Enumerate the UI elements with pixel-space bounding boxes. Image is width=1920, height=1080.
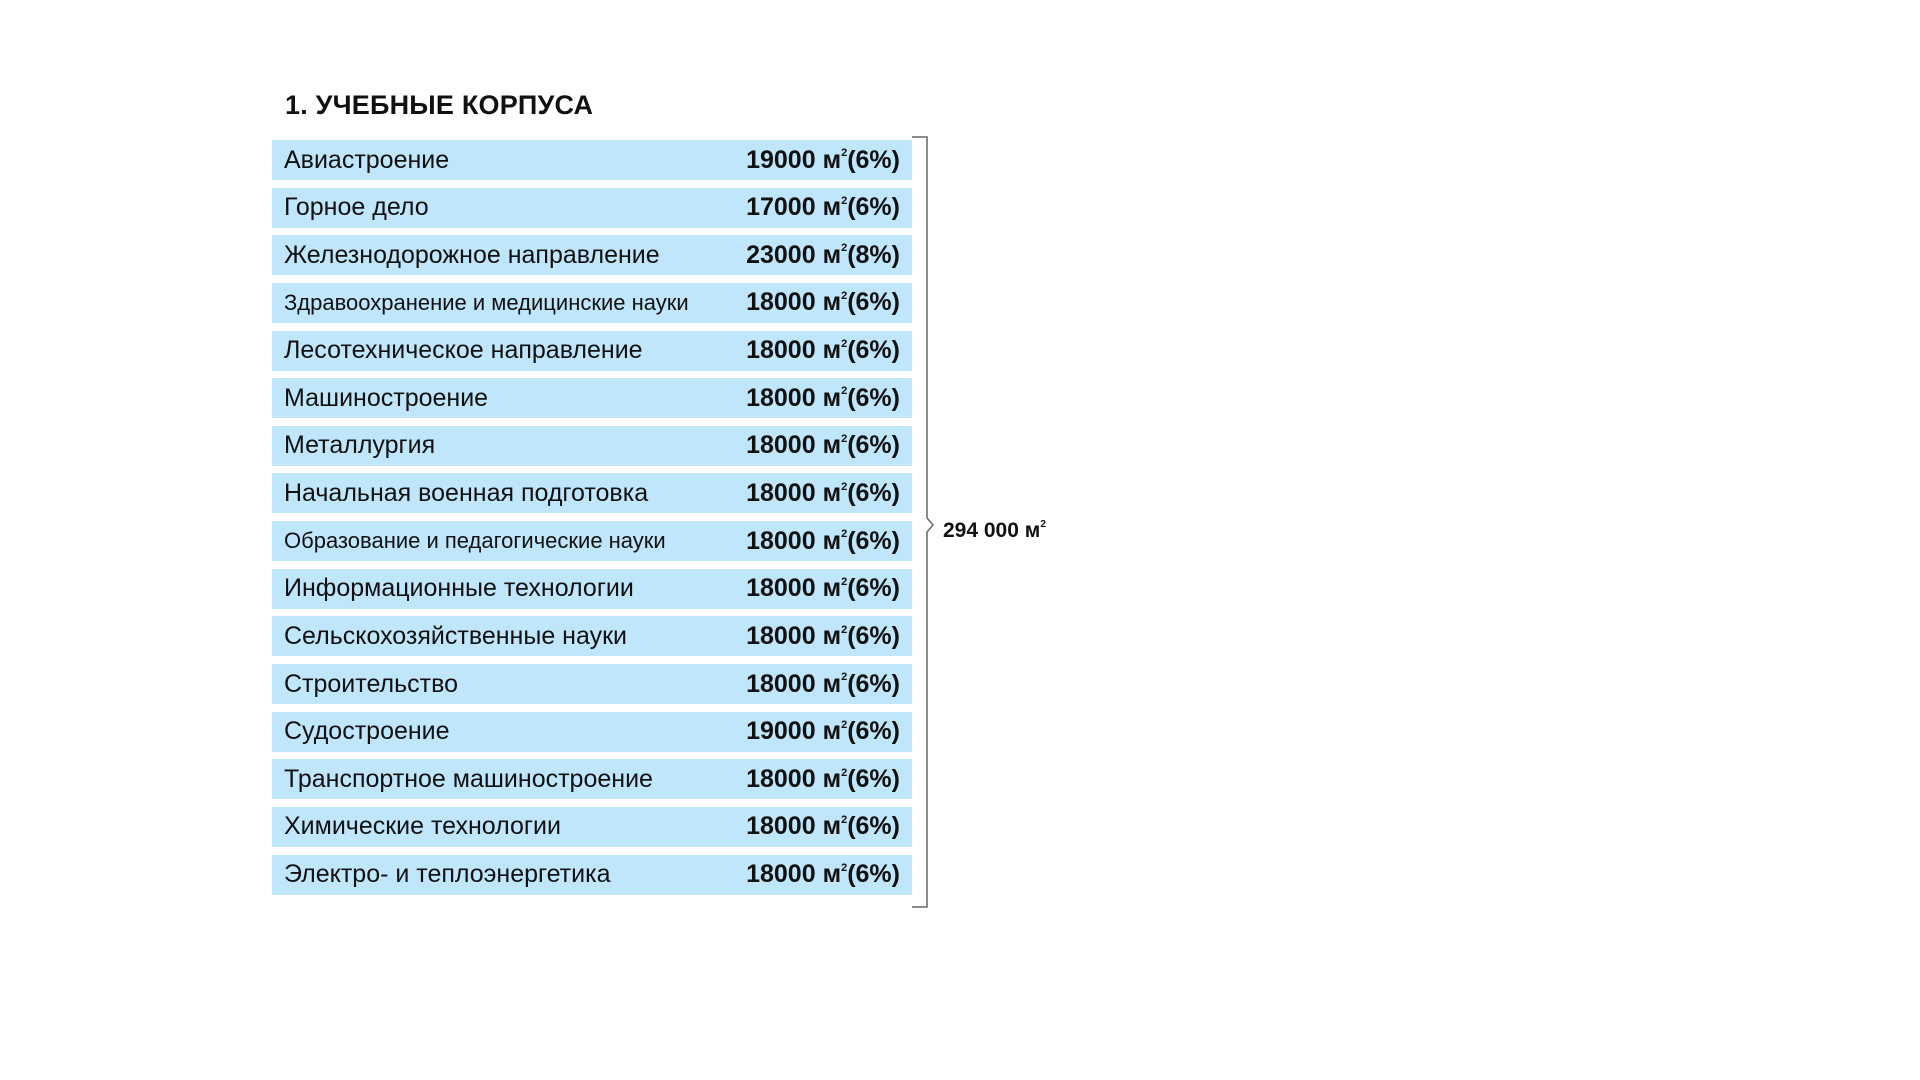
area-number: 18000 <box>746 288 816 317</box>
area-unit-symbol: м <box>822 240 842 269</box>
area-share: (6%) <box>847 526 900 555</box>
area-unit-power: 2 <box>841 147 848 160</box>
building-name: Строительство <box>284 669 458 698</box>
list-item <box>272 473 912 513</box>
area-number: 18000 <box>746 526 816 555</box>
building-area <box>746 431 900 460</box>
area-unit <box>823 527 848 555</box>
area-unit <box>823 146 848 174</box>
area-unit-power: 2 <box>841 671 848 684</box>
list-item <box>272 712 912 752</box>
building-name: Электро- и теплоэнергетика <box>284 860 611 889</box>
area-share: (6%) <box>847 669 900 698</box>
area-share: (6%) <box>847 717 900 746</box>
list-item <box>272 378 912 418</box>
area-unit <box>823 860 848 888</box>
area-share: (6%) <box>847 288 900 317</box>
list-item <box>272 331 912 371</box>
building-area <box>746 670 900 699</box>
area-unit <box>823 574 848 602</box>
area-unit-power: 2 <box>841 718 848 731</box>
area-unit-symbol: м <box>822 145 842 174</box>
list-item <box>272 283 912 323</box>
list-item <box>272 521 912 561</box>
area-number: 18000 <box>746 574 816 603</box>
area-unit-symbol: м <box>822 193 842 222</box>
area-unit-symbol: м <box>822 574 842 603</box>
building-name: Транспортное машиностроение <box>284 764 653 793</box>
area-unit-power: 2 <box>841 433 848 446</box>
list-item <box>272 616 912 656</box>
area-number: 19000 <box>746 145 816 174</box>
building-name: Здравоохранение и медицинские науки <box>284 289 689 315</box>
building-area <box>746 717 900 746</box>
building-name: Лесотехническое направление <box>284 336 643 365</box>
list-item <box>272 235 912 275</box>
area-unit-power: 2 <box>841 623 848 636</box>
area-unit-power: 2 <box>841 814 848 827</box>
area-number: 18000 <box>746 860 816 889</box>
area-unit-power: 2 <box>841 290 848 303</box>
area-number: 18000 <box>746 431 816 460</box>
building-area <box>746 146 900 175</box>
building-name: Сельскохозяйственные науки <box>284 621 628 650</box>
building-area <box>746 574 900 603</box>
area-unit <box>823 765 848 793</box>
total-area-unit: м <box>1024 519 1041 542</box>
area-unit <box>823 336 848 364</box>
section-title: 1. УЧЕБНЫЕ КОРПУСА <box>285 90 594 120</box>
area-number: 18000 <box>746 478 816 507</box>
list-item <box>272 188 912 228</box>
building-name: Начальная военная подготовка <box>284 478 649 507</box>
area-number: 18000 <box>746 764 816 793</box>
area-unit-symbol: м <box>822 431 842 460</box>
building-area <box>746 193 900 222</box>
area-unit-symbol: м <box>822 764 842 793</box>
list-item <box>272 140 912 180</box>
area-unit-symbol: м <box>822 621 842 650</box>
building-area <box>746 479 900 508</box>
area-unit <box>823 241 848 269</box>
area-share: (6%) <box>847 812 900 841</box>
area-share: (6%) <box>847 336 900 365</box>
building-name: Образование и педагогические науки <box>284 528 666 554</box>
building-area <box>746 241 900 270</box>
area-share: (6%) <box>847 193 900 222</box>
area-unit-symbol: м <box>822 717 842 746</box>
area-unit <box>823 717 848 745</box>
total-area-value: 294 000 <box>943 519 1019 542</box>
area-share: (8%) <box>847 240 900 269</box>
area-number: 18000 <box>746 669 816 698</box>
area-unit <box>823 622 848 650</box>
area-number: 18000 <box>746 812 816 841</box>
area-unit-symbol: м <box>822 860 842 889</box>
area-number: 17000 <box>746 193 816 222</box>
list-item <box>272 664 912 704</box>
area-number: 18000 <box>746 621 816 650</box>
area-share: (6%) <box>847 621 900 650</box>
area-share: (6%) <box>847 764 900 793</box>
building-area <box>746 622 900 651</box>
building-area <box>746 288 900 317</box>
area-unit-symbol: м <box>822 526 842 555</box>
area-number: 18000 <box>746 336 816 365</box>
area-number: 23000 <box>746 240 816 269</box>
area-unit <box>823 670 848 698</box>
area-number: 18000 <box>746 383 816 412</box>
area-unit <box>823 431 848 459</box>
area-unit-power: 2 <box>841 766 848 779</box>
area-unit-symbol: м <box>822 288 842 317</box>
area-share: (6%) <box>847 431 900 460</box>
building-name: Железнодорожное направление <box>284 240 660 269</box>
building-area <box>746 527 900 556</box>
area-unit <box>823 288 848 316</box>
area-unit <box>823 479 848 507</box>
building-area <box>746 336 900 365</box>
area-unit-power: 2 <box>841 385 848 398</box>
area-unit <box>823 193 848 221</box>
list-item <box>272 569 912 609</box>
area-unit-power: 2 <box>841 194 848 207</box>
building-list <box>272 140 912 902</box>
building-name: Машиностроение <box>284 383 489 412</box>
total-area-unit-power: 2 <box>1040 519 1046 530</box>
building-name: Авиастроение <box>284 145 450 174</box>
area-unit-symbol: м <box>822 336 842 365</box>
area-unit-symbol: м <box>822 478 842 507</box>
building-area <box>746 765 900 794</box>
list-item <box>272 807 912 847</box>
building-name: Горное дело <box>284 193 429 222</box>
list-item <box>272 426 912 466</box>
area-unit-symbol: м <box>822 669 842 698</box>
building-name: Металлургия <box>284 431 436 460</box>
area-number: 19000 <box>746 717 816 746</box>
area-share: (6%) <box>847 145 900 174</box>
building-name: Химические технологии <box>284 812 561 841</box>
area-share: (6%) <box>847 383 900 412</box>
area-unit <box>823 812 848 840</box>
list-item <box>272 759 912 799</box>
building-area <box>746 812 900 841</box>
area-unit-symbol: м <box>822 383 842 412</box>
building-name: Судостроение <box>284 717 450 746</box>
list-item <box>272 855 912 895</box>
area-share: (6%) <box>847 478 900 507</box>
area-unit-power: 2 <box>841 861 848 874</box>
area-unit-power: 2 <box>841 528 848 541</box>
building-area <box>746 384 900 413</box>
area-share: (6%) <box>847 860 900 889</box>
area-unit <box>823 384 848 412</box>
area-unit-power: 2 <box>841 575 848 588</box>
total-area-label <box>943 519 1046 543</box>
area-unit-symbol: м <box>822 812 842 841</box>
area-share: (6%) <box>847 574 900 603</box>
building-area <box>746 860 900 889</box>
building-name: Информационные технологии <box>284 574 634 603</box>
area-unit-power: 2 <box>841 242 848 255</box>
area-unit-power: 2 <box>841 337 848 350</box>
area-unit-power: 2 <box>841 480 848 493</box>
